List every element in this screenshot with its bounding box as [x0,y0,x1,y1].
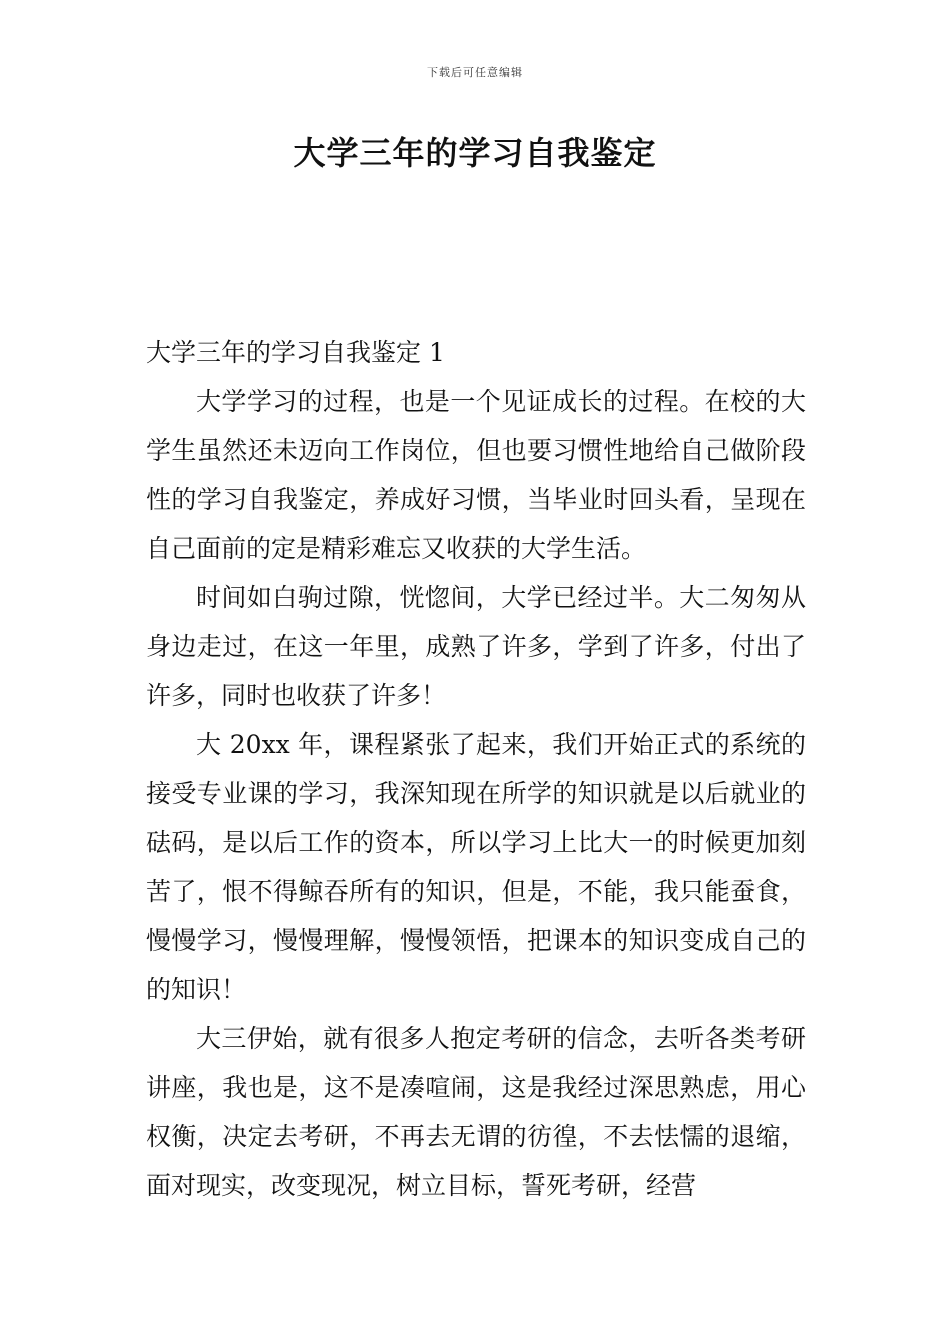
page-header-note: 下载后可任意编辑 [427,66,523,79]
document-body [146,328,806,1210]
document-title: 大学三年的学习自我鉴定 [293,134,657,172]
paragraph-3: 大 20xx 年，课程紧张了起来，我们开始正式的系统的接受专业课的学习，我深知现在所学的知识就是以后就业的砝码，是以后工作的资本，所以学习上比大一的时候更加刻苦了，恨不得鲸吞所有的知识，但是，不能，我只能蚕食，慢慢学习，慢慢理解，慢慢领悟，把课本的知识变成自己的的知识！ [146,730,806,1004]
paragraph-2: 时间如白驹过隙，恍惚间，大学已经过半。大二匆匆从身边走过，在这一年里，成熟了许多，学到了许多，付出了许多，同时也收获了许多！ [146,583,806,710]
section-heading: 大学三年的学习自我鉴定 1 [146,338,445,367]
paragraph-4: 大三伊始，就有很多人抱定考研的信念，去听各类考研讲座，我也是，这不是凑喧闹，这是我经过深思熟虑，用心权衡，决定去考研，不再去无谓的彷徨，不去怯懦的退缩，面对现实，改变现况，树立目标，誓死考研，经营 [146,1024,806,1200]
paragraph-1: 大学学习的过程，也是一个见证成长的过程。在校的大学生虽然还未迈向工作岗位，但也要习惯性地给自己做阶段性的学习自我鉴定，养成好习惯，当毕业时回头看，呈现在自己面前的定是精彩难忘又收获的大学生活。 [146,387,806,563]
